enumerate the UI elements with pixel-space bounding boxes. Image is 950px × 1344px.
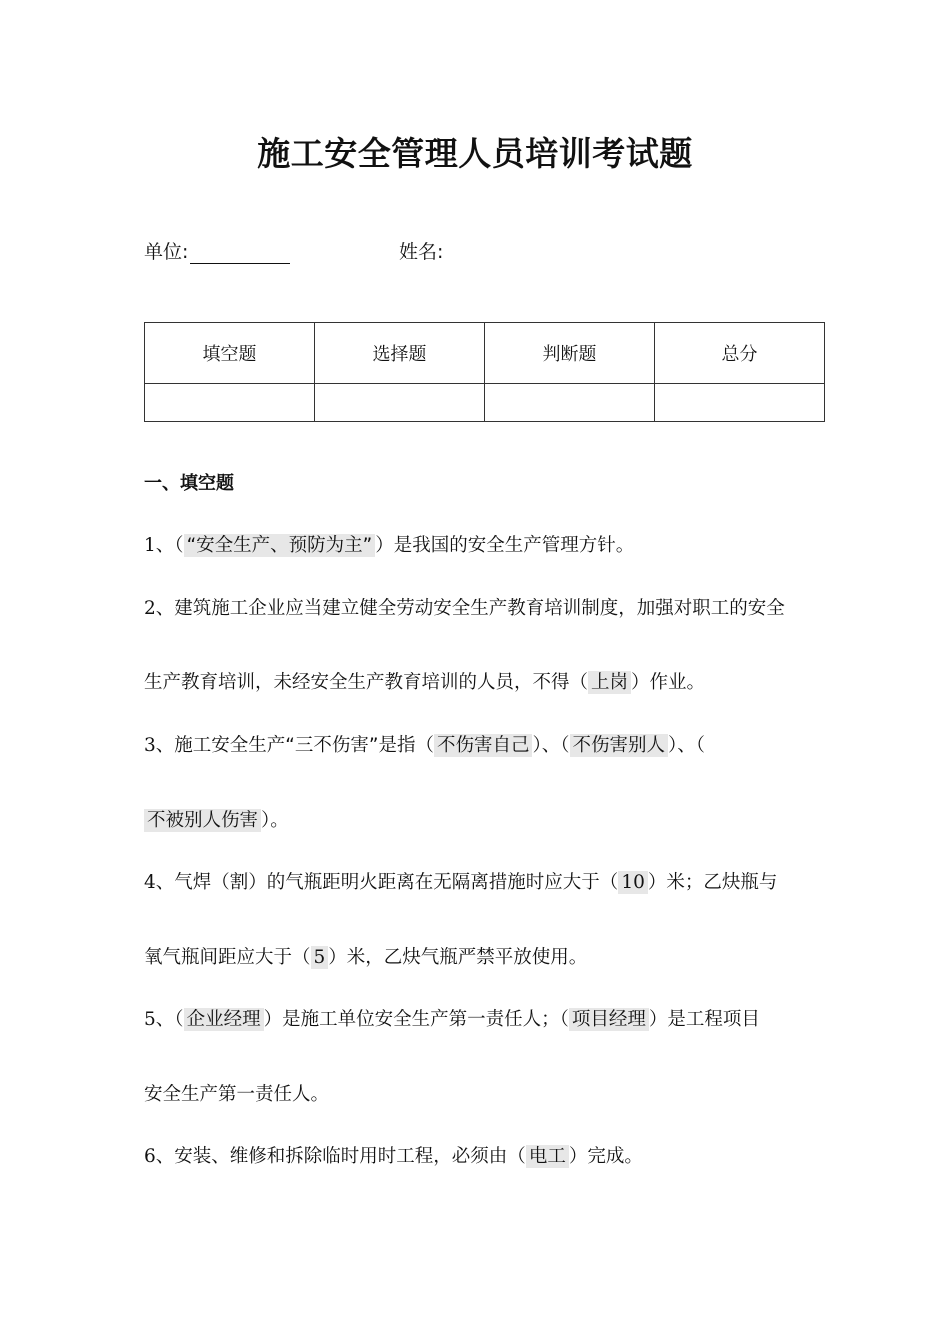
question-text: 施工安全生产“三不伤害”是指（ (174, 735, 434, 756)
question-number: 4 (144, 872, 156, 893)
question-text: ）作业。 (631, 672, 706, 693)
answer-field[interactable]: 不伤害自己 (434, 734, 533, 757)
question-separator: 、 (155, 735, 175, 756)
question-text: 建筑施工企业应当建立健全劳动安全生产教育培训制度，加强对职工的安全 (174, 598, 785, 619)
name-label: 姓名: (399, 241, 444, 263)
question-separator: 、 (155, 1009, 175, 1030)
score-table (144, 322, 825, 422)
page-title: 施工安全管理人员培训考试题 (257, 134, 693, 173)
question-5-line-2 (144, 1080, 329, 1106)
question-1 (144, 531, 634, 557)
question-text: ）、（ (668, 735, 706, 756)
question-text: ）米，乙炔气瓶严禁平放使用。 (328, 947, 588, 968)
question-2 (144, 594, 785, 620)
score-header-choice: 选择题 (315, 323, 485, 384)
question-4-line-2 (144, 943, 587, 969)
section-heading: 一、填空题 (144, 473, 234, 494)
question-number: 2 (144, 598, 156, 619)
question-text: 安装、维修和拆除临时用时工程，必须由（ (174, 1146, 526, 1167)
score-header-fill: 填空题 (145, 323, 315, 384)
answer-field[interactable]: “安全生产、预防为主” (184, 534, 376, 557)
question-text: 生产教育培训，未经安全生产教育培训的人员，不得（ (144, 672, 589, 693)
answer-field[interactable]: 5 (311, 946, 329, 969)
question-separator: 、 (155, 598, 175, 619)
score-cell-fill[interactable] (145, 384, 315, 422)
question-text: 氧气瓶间距应大于（ (144, 947, 311, 968)
question-text: ）完成。 (568, 1146, 643, 1167)
question-text: ）是我国的安全生产管理方针。 (375, 535, 635, 556)
question-text: ）、（ (532, 735, 570, 756)
score-cell-judge[interactable] (485, 384, 655, 422)
question-text: （ (174, 1009, 184, 1030)
answer-field[interactable]: 10 (618, 871, 648, 894)
answer-field[interactable]: 上岗 (588, 671, 631, 694)
question-text: 安全生产第一责任人。 (144, 1084, 330, 1105)
score-cell-choice[interactable] (315, 384, 485, 422)
question-text: 气焊（割）的气瓶距明火距离在无隔离措施时应大于（ (174, 872, 619, 893)
answer-field[interactable]: 企业经理 (184, 1008, 264, 1031)
score-cell-total[interactable] (655, 384, 825, 422)
question-number: 1 (144, 535, 156, 556)
question-text: ）是施工单位安全生产第一责任人；（ (263, 1009, 569, 1030)
answer-field[interactable]: 不被别人伤害 (144, 809, 261, 832)
score-header-total: 总分 (655, 323, 825, 384)
question-number: 6 (144, 1146, 156, 1167)
question-text: ）米；乙炔瓶与 (647, 872, 778, 893)
answer-field[interactable]: 不伤害别人 (570, 734, 669, 757)
question-2-line-2 (144, 668, 705, 694)
question-6 (144, 1142, 643, 1168)
unit-label: 单位: (144, 241, 189, 263)
question-3-line-2 (144, 806, 289, 832)
question-text: （ (174, 535, 184, 556)
score-header-judge: 判断题 (485, 323, 655, 384)
score-table-value-row (145, 384, 825, 422)
answer-field[interactable]: 电工 (526, 1145, 569, 1168)
question-text: ）。 (261, 810, 289, 831)
question-separator: 、 (155, 535, 175, 556)
question-separator: 、 (155, 872, 175, 893)
unit-field (144, 237, 290, 264)
question-number: 3 (144, 735, 156, 756)
unit-blank-line[interactable] (190, 243, 290, 264)
question-separator: 、 (155, 1146, 175, 1167)
question-number: 5 (144, 1009, 156, 1030)
question-5 (144, 1005, 760, 1031)
question-4 (144, 868, 777, 894)
question-text: ）是工程项目 (648, 1009, 760, 1030)
question-3 (144, 731, 705, 757)
score-table-header-row (145, 323, 825, 384)
answer-field[interactable]: 项目经理 (569, 1008, 649, 1031)
